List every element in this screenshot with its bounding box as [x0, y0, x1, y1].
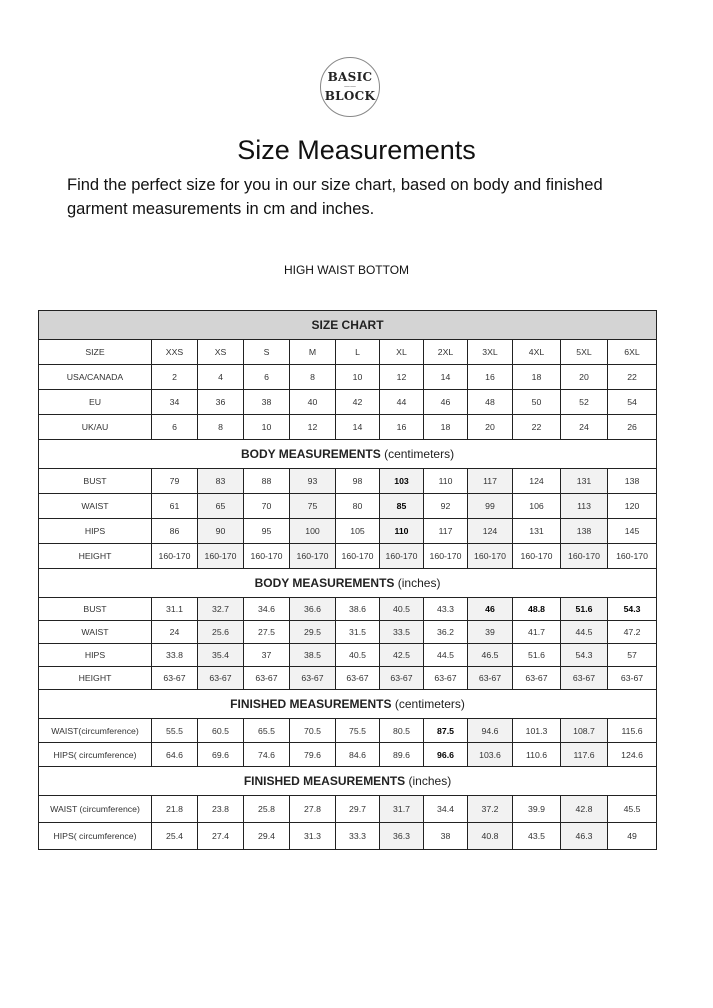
body-cm-header-title: BODY MEASUREMENTS (centimeters): [39, 440, 657, 469]
table-cell: 51.6: [513, 644, 561, 667]
row-label: WAIST(circumference): [39, 719, 152, 743]
table-cell: XXS: [152, 340, 198, 365]
table-cell: 12: [380, 365, 424, 390]
row-label: HIPS( circumference): [39, 743, 152, 767]
table-cell: 85: [380, 494, 424, 519]
table-cell: 63-67: [424, 667, 468, 690]
table-cell: 40.5: [336, 644, 380, 667]
table-cell: 36.6: [290, 598, 336, 621]
table-cell: 36.2: [424, 621, 468, 644]
table-cell: 99: [468, 494, 513, 519]
table-cell: 43.3: [424, 598, 468, 621]
brand-logo: [320, 57, 380, 117]
table-cell: 25.8: [244, 796, 290, 823]
table-cell: 46.5: [468, 644, 513, 667]
table-cell: 108.7: [561, 719, 608, 743]
row-label: WAIST: [39, 621, 152, 644]
table-cell: 33.5: [380, 621, 424, 644]
table-cell: 63-67: [513, 667, 561, 690]
row-label: HIPS( circumference): [39, 823, 152, 850]
table-cell: 24: [561, 415, 608, 440]
table-cell: 46: [424, 390, 468, 415]
table-cell: S: [244, 340, 290, 365]
table-cell: 87.5: [424, 719, 468, 743]
row-label: WAIST (circumference): [39, 796, 152, 823]
table-cell: 63-67: [290, 667, 336, 690]
table-cell: 160-170: [424, 544, 468, 569]
table-cell: 10: [244, 415, 290, 440]
table-cell: 110: [380, 519, 424, 544]
body-cm-row: [39, 544, 657, 569]
table-cell: 14: [336, 415, 380, 440]
table-cell: 31.7: [380, 796, 424, 823]
table-cell: 33.8: [152, 644, 198, 667]
table-cell: 63-67: [336, 667, 380, 690]
table-cell: 40.5: [380, 598, 424, 621]
table-cell: 20: [561, 365, 608, 390]
table-cell: 36.3: [380, 823, 424, 850]
table-cell: 44: [380, 390, 424, 415]
table-cell: 50: [513, 390, 561, 415]
table-cell: 34: [152, 390, 198, 415]
table-cell: 18: [513, 365, 561, 390]
table-cell: 54: [608, 390, 657, 415]
table-cell: 34.6: [244, 598, 290, 621]
table-cell: 84.6: [336, 743, 380, 767]
table-cell: 8: [290, 365, 336, 390]
table-cell: 42: [336, 390, 380, 415]
table-cell: L: [336, 340, 380, 365]
table-cell: 29.7: [336, 796, 380, 823]
table-cell: 54.3: [608, 598, 657, 621]
table-cell: 75.5: [336, 719, 380, 743]
size-chart-table: [38, 310, 657, 850]
table-cell: 117.6: [561, 743, 608, 767]
table-cell: 160-170: [380, 544, 424, 569]
body-in-header-title: BODY MEASUREMENTS (inches): [39, 569, 657, 598]
row-label: BUST: [39, 469, 152, 494]
table-cell: 124: [513, 469, 561, 494]
body-cm-header: [39, 440, 657, 469]
table-cell: 98: [336, 469, 380, 494]
table-cell: 54.3: [561, 644, 608, 667]
table-cell: 35.4: [198, 644, 244, 667]
table-cell: 110.6: [513, 743, 561, 767]
finished-in-row: [39, 796, 657, 823]
table-cell: 33.3: [336, 823, 380, 850]
table-cell: 22: [608, 365, 657, 390]
finished-in-header-title: FINISHED MEASUREMENTS (inches): [39, 767, 657, 796]
table-cell: 63-67: [608, 667, 657, 690]
table-cell: 38: [424, 823, 468, 850]
table-cell: 57: [608, 644, 657, 667]
page-title: Size Measurements: [237, 135, 476, 165]
table-cell: 26: [608, 415, 657, 440]
table-cell: 79: [152, 469, 198, 494]
table-cell: 31.1: [152, 598, 198, 621]
table-cell: 74.6: [244, 743, 290, 767]
table-cell: 63-67: [468, 667, 513, 690]
brand-logo-divider: ——: [344, 83, 356, 90]
table-cell: 40: [290, 390, 336, 415]
table-cell: 16: [380, 415, 424, 440]
table-cell: 24: [152, 621, 198, 644]
table-cell: 6: [152, 415, 198, 440]
table-cell: 46: [468, 598, 513, 621]
table-cell: 5XL: [561, 340, 608, 365]
table-cell: 63-67: [380, 667, 424, 690]
table-cell: 39.9: [513, 796, 561, 823]
table-cell: 27.8: [290, 796, 336, 823]
table-cell: 160-170: [290, 544, 336, 569]
table-cell: 25.6: [198, 621, 244, 644]
table-cell: 160-170: [198, 544, 244, 569]
table-cell: 88: [244, 469, 290, 494]
body-in-row: [39, 621, 657, 644]
table-cell: 160-170: [336, 544, 380, 569]
brand-logo-line2: BLOCK: [324, 89, 376, 103]
table-cell: 117: [468, 469, 513, 494]
table-cell: 160-170: [561, 544, 608, 569]
product-subtitle: HIGH WAIST BOTTOM: [283, 263, 410, 277]
row-label: WAIST: [39, 494, 152, 519]
table-cell: 89.6: [380, 743, 424, 767]
table-cell: 101.3: [513, 719, 561, 743]
table-cell: 93: [290, 469, 336, 494]
table-cell: 103.6: [468, 743, 513, 767]
table-cell: 4XL: [513, 340, 561, 365]
table-cell: 45.5: [608, 796, 657, 823]
table-cell: 63-67: [244, 667, 290, 690]
table-cell: 55.5: [152, 719, 198, 743]
finished-in-header: [39, 767, 657, 796]
table-cell: 36: [198, 390, 244, 415]
table-cell: 22: [513, 415, 561, 440]
table-cell: 37: [244, 644, 290, 667]
body-cm-row: [39, 494, 657, 519]
row-label: USA/CANADA: [39, 365, 152, 390]
table-cell: 70.5: [290, 719, 336, 743]
table-cell: 6XL: [608, 340, 657, 365]
body-in-header: [39, 569, 657, 598]
size-row: [39, 340, 657, 365]
row-label: HEIGHT: [39, 544, 152, 569]
table-cell: 160-170: [468, 544, 513, 569]
table-cell: 69.6: [198, 743, 244, 767]
finished-cm-row: [39, 719, 657, 743]
table-cell: 41.7: [513, 621, 561, 644]
table-cell: 96.6: [424, 743, 468, 767]
table-cell: 2: [152, 365, 198, 390]
body-cm-header-unit: (centimeters): [380, 447, 455, 461]
row-label: HIPS: [39, 519, 152, 544]
table-cell: 94.6: [468, 719, 513, 743]
row-label: HIPS: [39, 644, 152, 667]
table-cell: 25.4: [152, 823, 198, 850]
table-cell: 37.2: [468, 796, 513, 823]
body-cm-row: [39, 469, 657, 494]
table-cell: 49: [608, 823, 657, 850]
body-in-row: [39, 667, 657, 690]
body-cm-row: [39, 519, 657, 544]
table-cell: XL: [380, 340, 424, 365]
table-cell: XS: [198, 340, 244, 365]
table-cell: 115.6: [608, 719, 657, 743]
table-cell: 160-170: [513, 544, 561, 569]
table-cell: 86: [152, 519, 198, 544]
table-cell: 138: [561, 519, 608, 544]
table-cell: 48.8: [513, 598, 561, 621]
table-cell: 138: [608, 469, 657, 494]
table-cell: 95: [244, 519, 290, 544]
intro-text: Find the perfect size for you in our size chart, based on body and finished garment measurements in cm and inches.: [67, 176, 603, 218]
table-cell: 103: [380, 469, 424, 494]
table-cell: 23.8: [198, 796, 244, 823]
finished-in-header-unit: (inches): [405, 774, 452, 788]
table-cell: 31.5: [336, 621, 380, 644]
finished-cm-row: [39, 743, 657, 767]
table-cell: 79.6: [290, 743, 336, 767]
table-cell: 39: [468, 621, 513, 644]
table-cell: 48: [468, 390, 513, 415]
table-cell: 44.5: [424, 644, 468, 667]
table-cell: 12: [290, 415, 336, 440]
conversion-row: [39, 365, 657, 390]
table-cell: 64.6: [152, 743, 198, 767]
table-cell: 40.8: [468, 823, 513, 850]
table-cell: 21.8: [152, 796, 198, 823]
table-cell: 80: [336, 494, 380, 519]
table-cell: 131: [513, 519, 561, 544]
conversion-row: [39, 390, 657, 415]
table-cell: 80.5: [380, 719, 424, 743]
table-cell: 113: [561, 494, 608, 519]
table-cell: 124: [468, 519, 513, 544]
table-cell: 20: [468, 415, 513, 440]
table-cell: 31.3: [290, 823, 336, 850]
table-cell: 75: [290, 494, 336, 519]
finished-cm-header-title: FINISHED MEASUREMENTS (centimeters): [39, 690, 657, 719]
table-cell: 61: [152, 494, 198, 519]
table-cell: 110: [424, 469, 468, 494]
table-cell: 65: [198, 494, 244, 519]
table-cell: 145: [608, 519, 657, 544]
table-cell: 63-67: [152, 667, 198, 690]
row-label: UK/AU: [39, 415, 152, 440]
table-cell: 34.4: [424, 796, 468, 823]
table-cell: 160-170: [608, 544, 657, 569]
table-cell: 38.6: [336, 598, 380, 621]
table-cell: 27.4: [198, 823, 244, 850]
table-cell: 92: [424, 494, 468, 519]
table-cell: 32.7: [198, 598, 244, 621]
table-cell: 38.5: [290, 644, 336, 667]
conversion-row: [39, 415, 657, 440]
row-label: SIZE: [39, 340, 152, 365]
row-label: HEIGHT: [39, 667, 152, 690]
table-cell: 29.5: [290, 621, 336, 644]
table-cell: M: [290, 340, 336, 365]
table-cell: 29.4: [244, 823, 290, 850]
table-cell: 60.5: [198, 719, 244, 743]
table-cell: 16: [468, 365, 513, 390]
table-cell: 83: [198, 469, 244, 494]
table-cell: 38: [244, 390, 290, 415]
table-cell: 3XL: [468, 340, 513, 365]
table-cell: 65.5: [244, 719, 290, 743]
table-cell: 131: [561, 469, 608, 494]
finished-cm-header: [39, 690, 657, 719]
table-cell: 18: [424, 415, 468, 440]
finished-cm-header-unit: (centimeters): [391, 697, 465, 711]
table-cell: 42.8: [561, 796, 608, 823]
row-label: BUST: [39, 598, 152, 621]
table-cell: 63-67: [198, 667, 244, 690]
size-chart-header-title: SIZE CHART: [39, 311, 657, 340]
table-cell: 4: [198, 365, 244, 390]
table-cell: 47.2: [608, 621, 657, 644]
finished-in-row: [39, 823, 657, 850]
table-cell: 10: [336, 365, 380, 390]
table-cell: 14: [424, 365, 468, 390]
row-label: EU: [39, 390, 152, 415]
table-cell: 100: [290, 519, 336, 544]
table-cell: 42.5: [380, 644, 424, 667]
table-cell: 160-170: [244, 544, 290, 569]
body-in-row: [39, 644, 657, 667]
table-cell: 105: [336, 519, 380, 544]
table-cell: 51.6: [561, 598, 608, 621]
table-cell: 106: [513, 494, 561, 519]
table-cell: 117: [424, 519, 468, 544]
table-cell: 63-67: [561, 667, 608, 690]
table-cell: 46.3: [561, 823, 608, 850]
brand-logo-line1: BASIC: [327, 70, 373, 84]
table-cell: 52: [561, 390, 608, 415]
table-cell: 2XL: [424, 340, 468, 365]
table-cell: 43.5: [513, 823, 561, 850]
size-chart-header: [39, 311, 657, 340]
table-cell: 160-170: [152, 544, 198, 569]
table-cell: 6: [244, 365, 290, 390]
body-in-row: [39, 598, 657, 621]
table-cell: 27.5: [244, 621, 290, 644]
table-cell: 120: [608, 494, 657, 519]
table-cell: 44.5: [561, 621, 608, 644]
table-cell: 8: [198, 415, 244, 440]
table-cell: 124.6: [608, 743, 657, 767]
body-in-header-unit: (inches): [394, 576, 441, 590]
table-cell: 70: [244, 494, 290, 519]
table-cell: 90: [198, 519, 244, 544]
